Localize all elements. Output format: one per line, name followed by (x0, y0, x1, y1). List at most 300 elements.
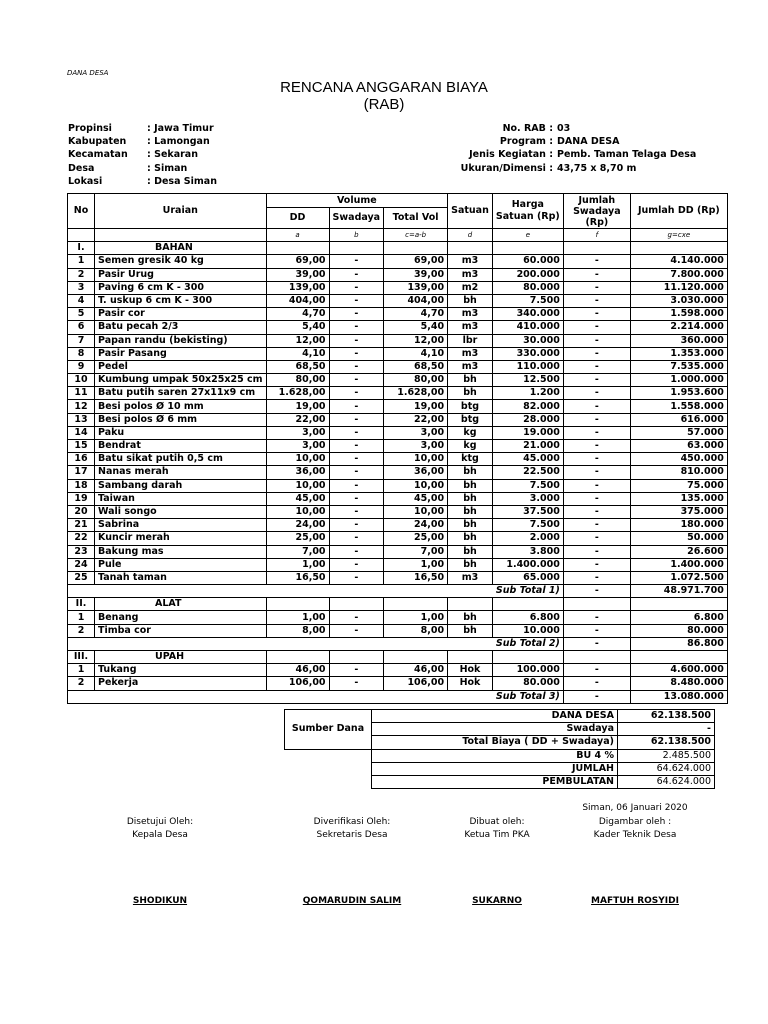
table-cell: 375.000 (630, 505, 727, 518)
empty-cell (266, 598, 329, 611)
signature-role: Ketua Tim PKA (464, 830, 530, 840)
subtotal-dd: 86.800 (630, 637, 727, 650)
info-row (68, 148, 217, 161)
info-key: Kecamatan (68, 149, 128, 161)
table-cell: 404,00 (384, 294, 448, 307)
code-row (68, 229, 728, 242)
table-cell: 1.628,00 (266, 387, 329, 400)
table-cell: 330.000 (492, 347, 563, 360)
table-cell: - (329, 664, 384, 677)
table-cell: 5,40 (384, 321, 448, 334)
table-cell: Timba cor (95, 624, 267, 637)
table-cell: 24 (68, 558, 95, 571)
table-cell: 2 (68, 624, 95, 637)
table-cell: 14 (68, 426, 95, 439)
code-cell: g=cxe (630, 229, 727, 242)
table-row (68, 505, 728, 518)
table-cell: - (563, 400, 630, 413)
table-cell: - (563, 664, 630, 677)
info-key: No. RAB : (502, 123, 553, 134)
summary-value: 62.138.500 (618, 710, 715, 723)
table-cell: 80.000 (630, 624, 727, 637)
table-cell: - (329, 374, 384, 387)
table-cell: 20 (68, 505, 95, 518)
table-cell: 7.500 (492, 519, 563, 532)
table-cell: - (563, 268, 630, 281)
header-dd: DD (266, 208, 329, 229)
empty-cell (285, 749, 372, 789)
info-value: 03 (557, 123, 571, 134)
table-cell: 10,00 (384, 453, 448, 466)
table-row (68, 281, 728, 294)
info-value: : Jawa Timur (147, 123, 214, 134)
table-cell: - (329, 505, 384, 518)
signature-name (287, 896, 417, 906)
section-title: UPAH (95, 651, 267, 664)
summary-table (284, 709, 715, 789)
table-cell: bh (448, 387, 493, 400)
table-row (68, 611, 728, 624)
table-cell: 1 (68, 255, 95, 268)
table-cell: 10,00 (266, 479, 329, 492)
section-number: III. (68, 651, 95, 664)
table-cell: 16,50 (266, 571, 329, 584)
table-row (68, 255, 728, 268)
table-cell: 4.140.000 (630, 255, 727, 268)
table-cell: - (329, 294, 384, 307)
table-cell: 3,00 (384, 426, 448, 439)
table-cell: 139,00 (266, 281, 329, 294)
table-cell: 46,00 (384, 664, 448, 677)
table-cell: - (329, 532, 384, 545)
table-cell: bh (448, 545, 493, 558)
table-cell: 404,00 (266, 294, 329, 307)
empty-cell (563, 598, 630, 611)
subtotal-dd: 13.080.000 (630, 690, 727, 703)
table-cell: 18 (68, 479, 95, 492)
table-cell: - (329, 492, 384, 505)
table-cell: 200.000 (492, 268, 563, 281)
table-cell: - (329, 426, 384, 439)
table-cell: 6.800 (492, 611, 563, 624)
signature-caption: Digambar oleh : (598, 817, 672, 827)
table-cell: 2 (68, 677, 95, 690)
table-cell: bh (448, 505, 493, 518)
table-row (68, 413, 728, 426)
info-row (380, 135, 696, 148)
table-row (68, 400, 728, 413)
table-cell: 7 (68, 334, 95, 347)
table-cell: - (563, 374, 630, 387)
signing-date: Siman, 06 Januari 2020 (582, 803, 688, 813)
table-cell: 10,00 (266, 453, 329, 466)
table-cell: bh (448, 558, 493, 571)
table-cell: 36,00 (384, 466, 448, 479)
table-cell: 5 (68, 308, 95, 321)
table-cell: bh (448, 624, 493, 637)
table-row (68, 519, 728, 532)
table-cell: - (563, 453, 630, 466)
table-cell: 10,00 (384, 479, 448, 492)
table-cell: - (563, 308, 630, 321)
table-cell: - (563, 571, 630, 584)
signature-caption: Disetujui Oleh: (126, 817, 194, 827)
summary-value: 64.624.000 (618, 762, 715, 775)
table-cell: - (563, 558, 630, 571)
empty-cell (630, 242, 727, 255)
subtotal-row (68, 637, 728, 650)
header-row (68, 194, 728, 208)
table-cell: 28.000 (492, 413, 563, 426)
summary-label: JUMLAH (372, 762, 618, 775)
table-cell: - (563, 624, 630, 637)
table-cell: - (563, 545, 630, 558)
section-title: ALAT (95, 598, 267, 611)
table-cell: 69,00 (384, 255, 448, 268)
header-no: No (68, 194, 95, 229)
table-cell: - (329, 387, 384, 400)
table-cell: 45.000 (492, 453, 563, 466)
info-key: Desa (68, 162, 95, 174)
table-cell: 80,00 (266, 374, 329, 387)
signature-role: Kader Teknik Desa (593, 830, 677, 840)
table-cell: 10,00 (384, 505, 448, 518)
table-cell: kg (448, 426, 493, 439)
header-uraian: Uraian (95, 194, 267, 229)
empty-cell (563, 242, 630, 255)
table-cell: bh (448, 374, 493, 387)
subtotal-label: Sub Total 1) (68, 585, 564, 598)
table-cell: - (563, 294, 630, 307)
table-row (68, 571, 728, 584)
table-cell: 1 (68, 611, 95, 624)
table-row (68, 374, 728, 387)
table-cell: 75.000 (630, 479, 727, 492)
table-row (68, 677, 728, 690)
table-cell: - (563, 492, 630, 505)
signature-name (565, 896, 705, 906)
table-cell: 4.600.000 (630, 664, 727, 677)
table-cell: 1.353.000 (630, 347, 727, 360)
empty-cell (630, 598, 727, 611)
table-row (68, 426, 728, 439)
table-cell: 36,00 (266, 466, 329, 479)
table-cell: m3 (448, 268, 493, 281)
info-row (380, 122, 696, 135)
table-cell: - (329, 360, 384, 373)
table-cell: 4,10 (384, 347, 448, 360)
section-row (68, 651, 728, 664)
table-cell: T. uskup 6 cm K - 300 (95, 294, 267, 307)
summary-row (285, 710, 715, 723)
table-cell: - (329, 545, 384, 558)
empty-cell (329, 242, 384, 255)
signatory-name: QOMARUDIN SALIM (302, 896, 402, 906)
table-cell: - (329, 400, 384, 413)
info-row (68, 135, 217, 148)
code-cell (68, 229, 95, 242)
table-cell: 1,00 (266, 611, 329, 624)
section-row (68, 242, 728, 255)
table-cell: 39,00 (266, 268, 329, 281)
table-row (68, 321, 728, 334)
table-cell: 1.400.000 (630, 558, 727, 571)
table-row (68, 479, 728, 492)
signatory-name: SUKARNO (472, 896, 522, 906)
table-cell: 340.000 (492, 308, 563, 321)
empty-cell (329, 598, 384, 611)
table-cell: Pasir Pasang (95, 347, 267, 360)
table-cell: m2 (448, 281, 493, 294)
table-cell: bh (448, 479, 493, 492)
table-cell: 1.953.600 (630, 387, 727, 400)
table-cell: 22.500 (492, 466, 563, 479)
table-cell: 8 (68, 347, 95, 360)
table-cell: 10,00 (266, 505, 329, 518)
table-row (68, 545, 728, 558)
table-cell: - (563, 360, 630, 373)
table-cell: - (329, 479, 384, 492)
table-cell: 135.000 (630, 492, 727, 505)
table-row (68, 294, 728, 307)
table-cell: - (329, 255, 384, 268)
table-cell: m3 (448, 571, 493, 584)
signature-role: Kepala Desa (132, 830, 188, 840)
header-swadaya: Swadaya (329, 208, 384, 229)
table-cell: Batu putih saren 27x11x9 cm (95, 387, 267, 400)
table-cell: 7.500 (492, 479, 563, 492)
subtotal-row (68, 585, 728, 598)
sumber-dana-label: Sumber Dana (285, 710, 372, 750)
info-value: : Desa Siman (147, 175, 217, 187)
info-value: DANA DESA (557, 136, 620, 148)
info-key: Propinsi (68, 123, 112, 134)
empty-cell (448, 598, 493, 611)
info-value: Pemb. Taman Telaga Desa (557, 149, 697, 161)
table-cell: 10 (68, 374, 95, 387)
table-cell: 2.000 (492, 532, 563, 545)
table-cell: 9 (68, 360, 95, 373)
section-title: BAHAN (95, 242, 267, 255)
table-cell: 5,40 (266, 321, 329, 334)
info-key: Ukuran/Dimensi : (460, 162, 553, 174)
table-cell: - (563, 440, 630, 453)
header-jumlah-dd: Jumlah DD (Rp) (630, 194, 727, 229)
empty-cell (492, 242, 563, 255)
table-cell: Sabrina (95, 519, 267, 532)
summary-row (285, 749, 715, 762)
table-cell: 50.000 (630, 532, 727, 545)
table-cell: 1,00 (384, 558, 448, 571)
program-info (380, 122, 696, 175)
summary-label: DANA DESA (372, 710, 618, 723)
table-cell: m3 (448, 255, 493, 268)
table-cell: 110.000 (492, 360, 563, 373)
empty-cell (630, 651, 727, 664)
table-cell: 17 (68, 466, 95, 479)
table-row (68, 664, 728, 677)
table-cell: 80,00 (384, 374, 448, 387)
code-cell: f (563, 229, 630, 242)
document-tag: DANA DESA (67, 69, 109, 77)
info-row (68, 122, 217, 135)
table-cell: 4,70 (266, 308, 329, 321)
table-cell: 1,00 (384, 611, 448, 624)
info-row (380, 162, 696, 175)
empty-cell (563, 651, 630, 664)
table-cell: 65.000 (492, 571, 563, 584)
header-volume: Volume (266, 194, 448, 208)
table-cell: 4 (68, 294, 95, 307)
summary-label: BU 4 % (372, 749, 618, 762)
table-cell: - (329, 519, 384, 532)
table-cell: - (563, 532, 630, 545)
table-cell: Batu pecah 2/3 (95, 321, 267, 334)
table-cell: - (329, 321, 384, 334)
table-cell: 22 (68, 532, 95, 545)
table-cell: 3,00 (266, 426, 329, 439)
table-cell: Papan randu (bekisting) (95, 334, 267, 347)
code-cell: b (329, 229, 384, 242)
table-cell: Hok (448, 677, 493, 690)
summary-value: - (618, 723, 715, 736)
empty-cell (266, 651, 329, 664)
table-cell: - (563, 677, 630, 690)
table-cell: Taiwan (95, 492, 267, 505)
info-key: Kabupaten (68, 136, 127, 148)
info-value: : Sekaran (147, 149, 198, 161)
table-cell: 68,50 (266, 360, 329, 373)
table-cell: - (329, 453, 384, 466)
table-cell: 12 (68, 400, 95, 413)
table-cell: - (563, 347, 630, 360)
table-cell: Bendrat (95, 440, 267, 453)
table-row (68, 453, 728, 466)
table-cell: Besi polos Ø 10 mm (95, 400, 267, 413)
table-cell: 26.600 (630, 545, 727, 558)
table-cell: - (329, 413, 384, 426)
section-number: II. (68, 598, 95, 611)
table-cell: - (329, 308, 384, 321)
table-cell: 7.800.000 (630, 268, 727, 281)
table-cell: 24,00 (266, 519, 329, 532)
table-cell: btg (448, 400, 493, 413)
table-cell: 4,10 (266, 347, 329, 360)
table-cell: 69,00 (266, 255, 329, 268)
summary-label: Total Biaya ( DD + Swadaya) (372, 736, 618, 749)
signatory-name: MAFTUH ROSYIDI (591, 896, 679, 906)
table-cell: 23 (68, 545, 95, 558)
empty-cell (492, 651, 563, 664)
summary-label: Swadaya (372, 723, 618, 736)
table-cell: - (329, 677, 384, 690)
table-cell: 1.200 (492, 387, 563, 400)
info-value: : Lamongan (147, 136, 210, 148)
table-cell: m3 (448, 321, 493, 334)
table-cell: 3.030.000 (630, 294, 727, 307)
summary-label: PEMBULATAN (372, 775, 618, 788)
table-cell: Paku (95, 426, 267, 439)
empty-cell (492, 598, 563, 611)
table-cell: 1,00 (266, 558, 329, 571)
summary-value: 62.138.500 (618, 736, 715, 749)
subtotal-swadaya: - (563, 690, 630, 703)
signature-role: Sekretaris Desa (316, 830, 388, 840)
table-cell: lbr (448, 334, 493, 347)
page-subtitle: (RAB) (363, 96, 405, 113)
table-cell: Pule (95, 558, 267, 571)
table-cell: 616.000 (630, 413, 727, 426)
table-cell: 180.000 (630, 519, 727, 532)
info-key: Program : (499, 136, 553, 148)
page-title: RENCANA ANGGARAN BIAYA (280, 79, 488, 96)
table-cell: Paving 6 cm K - 300 (95, 281, 267, 294)
table-cell: Sambang darah (95, 479, 267, 492)
table-cell: 7,00 (266, 545, 329, 558)
table-row (68, 440, 728, 453)
table-cell: 810.000 (630, 466, 727, 479)
empty-cell (329, 651, 384, 664)
table-cell: 21.000 (492, 440, 563, 453)
table-cell: 4,70 (384, 308, 448, 321)
table-cell: 45,00 (266, 492, 329, 505)
table-cell: 3,00 (384, 440, 448, 453)
table-cell: 3 (68, 281, 95, 294)
table-cell: Benang (95, 611, 267, 624)
table-cell: - (329, 334, 384, 347)
signatory-name: SHODIKUN (132, 896, 188, 906)
table-cell: - (329, 571, 384, 584)
info-row (380, 148, 696, 161)
signature-caption: Dibuat oleh: (469, 817, 525, 827)
table-cell: 8,00 (384, 624, 448, 637)
table-cell: 15 (68, 440, 95, 453)
table-row (68, 308, 728, 321)
table-cell: - (563, 281, 630, 294)
table-cell: Nanas merah (95, 466, 267, 479)
table-cell: 139,00 (384, 281, 448, 294)
table-cell: - (563, 426, 630, 439)
table-cell: - (563, 519, 630, 532)
table-row (68, 347, 728, 360)
table-cell: - (329, 624, 384, 637)
table-cell: 16,50 (384, 571, 448, 584)
table-cell: bh (448, 611, 493, 624)
table-cell: - (563, 321, 630, 334)
table-cell: 3.000 (492, 492, 563, 505)
table-cell: 7.535.000 (630, 360, 727, 373)
table-cell: 2.214.000 (630, 321, 727, 334)
table-row (68, 268, 728, 281)
table-cell: - (563, 505, 630, 518)
code-cell: a (266, 229, 329, 242)
table-cell: 410.000 (492, 321, 563, 334)
table-cell: Batu sikat putih 0,5 cm (95, 453, 267, 466)
table-cell: - (329, 611, 384, 624)
table-cell: - (563, 387, 630, 400)
table-cell: 57.000 (630, 426, 727, 439)
table-cell: - (563, 255, 630, 268)
info-key: Lokasi (68, 175, 103, 187)
table-cell: 37.500 (492, 505, 563, 518)
table-cell: Kuncir merah (95, 532, 267, 545)
table-cell: kg (448, 440, 493, 453)
summary-value: 64.624.000 (618, 775, 715, 788)
table-cell: 7,00 (384, 545, 448, 558)
table-cell: 25 (68, 571, 95, 584)
table-cell: 6.800 (630, 611, 727, 624)
table-cell: 82.000 (492, 400, 563, 413)
